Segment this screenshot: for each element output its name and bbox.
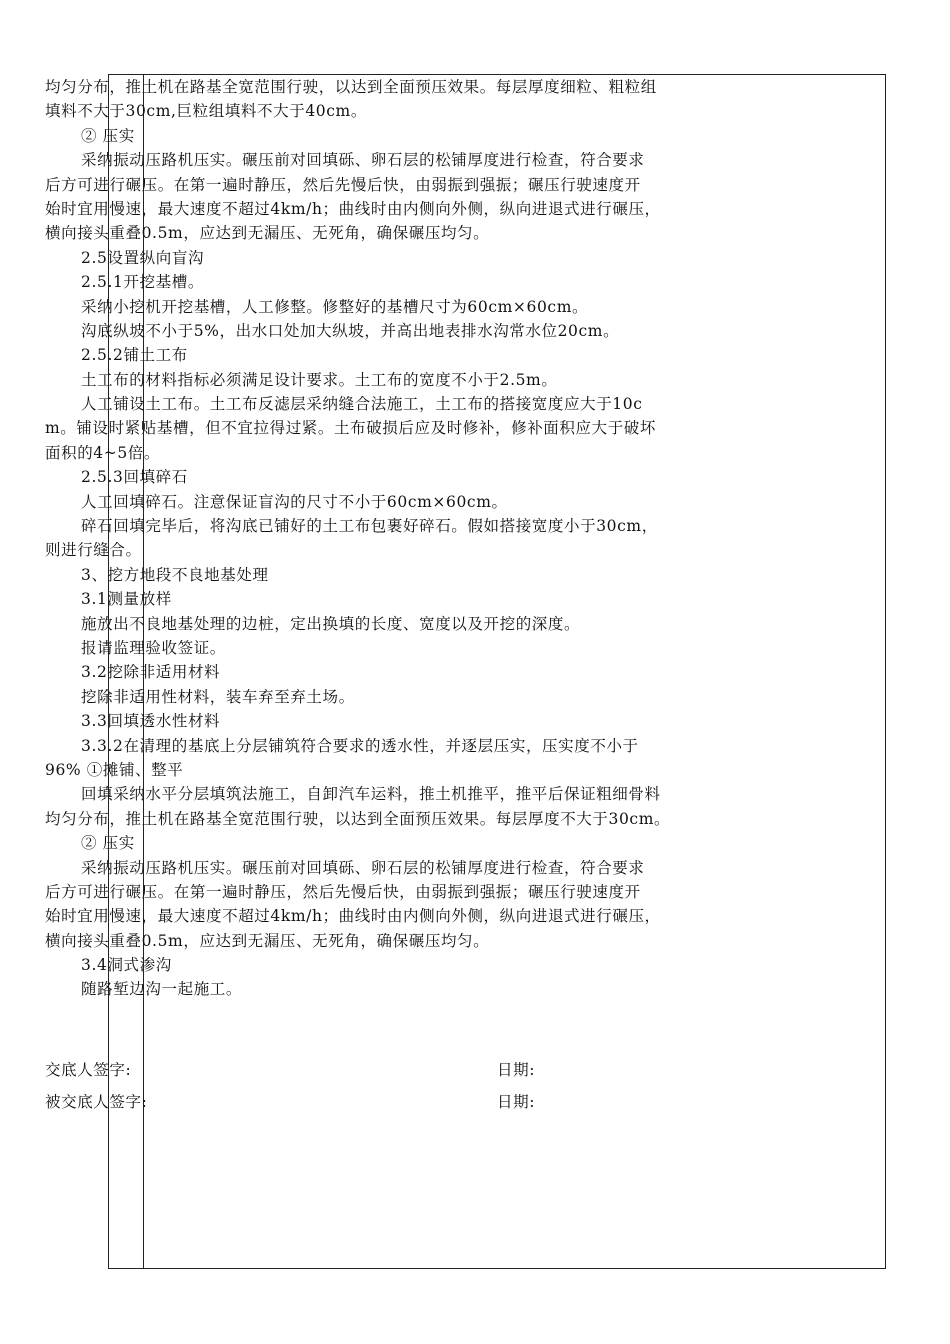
recipient-signature-row: [45, 1090, 769, 1114]
text-line: 3.2挖除非适用材料: [81, 663, 221, 682]
text-line: 施放出不良地基处理的边桩，定出换填的长度、宽度以及开挖的深度。: [81, 614, 581, 633]
text-line: 3.4洞式渗沟: [81, 956, 172, 975]
text-line: m。铺设时紧贴基槽，但不宜拉得过紧。土布破损后应及时修补，修补面积应大于破坏: [45, 419, 657, 438]
text-line: 始时宜用慢速，最大速度不超过4km/h；曲线时由内侧向外侧，纵向进退式进行碾压，: [45, 199, 661, 218]
text-line: 人工铺设土工布。土工布反滤层采纳缝合法施工，土工布的搭接宽度应大于10c: [81, 395, 643, 414]
text-line: 3.1测量放样: [81, 590, 172, 609]
text-line: 则进行缝合。: [45, 541, 142, 560]
discloser-signature-row: [45, 1058, 769, 1082]
text-line: 碎石回填完毕后，将沟底已铺好的土工布包裹好碎石。假如搭接宽度小于30cm，: [81, 517, 658, 536]
text-line: 填料不大于30cm,巨粒组填料不大于40cm。: [45, 102, 367, 121]
text-line: 3、挖方地段不良地基处理: [81, 565, 269, 584]
text-line: 土工布的材料指标必须满足设计要求。土工布的宽度不小于2.5m。: [81, 370, 558, 389]
body-text: [45, 75, 769, 1002]
text-line: 均匀分布，推土机在路基全宽范围行驶，以达到全面预压效果。每层厚度细粒、粗粒组: [45, 78, 657, 96]
text-line: 2.5.2铺土工布: [81, 346, 188, 365]
text-line: 采纳振动压路机压实。碾压前对回填砾、卵石层的松铺厚度进行检查，符合要求: [81, 858, 645, 877]
text-line: 3.3回填透水性材料: [81, 712, 221, 731]
text-line: 横向接头重叠0.5m，应达到无漏压、无死角，确保碾压均匀。: [45, 931, 490, 950]
text-line: ② 压实: [81, 126, 135, 145]
text-line: 均匀分布，推土机在路基全宽范围行驶，以达到全面预压效果。每层厚度不大于30cm。: [45, 809, 671, 828]
recipient-date-label: 日期:: [497, 1093, 536, 1111]
text-line: 回填采纳水平分层填筑法施工，自卸汽车运料，推土机推平，推平后保证粗细骨料: [81, 785, 661, 804]
recipient-signature-label: 被交底人签字:: [45, 1093, 148, 1111]
text-line: 后方可进行碾压。在第一遍时静压，然后先慢后快，由弱振到强振；碾压行驶速度开: [45, 175, 641, 194]
text-line: 2.5设置纵向盲沟: [81, 248, 205, 267]
text-line: 2.5.1开挖基槽。: [81, 273, 204, 292]
text-line: 采纳小挖机开挖基槽，人工修整。修整好的基槽尺寸为60cm×60cm。: [81, 297, 589, 316]
text-line: 96% ①摊铺、整平: [45, 760, 184, 779]
text-line: ② 压实: [81, 834, 135, 853]
discloser-date-label: 日期:: [497, 1061, 536, 1079]
text-line: 采纳振动压路机压实。碾压前对回填砾、卵石层的松铺厚度进行检查，符合要求: [81, 151, 645, 170]
text-line: 人工回填碎石。注意保证盲沟的尺寸不小于60cm×60cm。: [81, 492, 508, 511]
text-line: 2.5.3回填碎石: [81, 468, 188, 487]
text-line: 始时宜用慢速，最大速度不超过4km/h；曲线时由内侧向外侧，纵向进退式进行碾压，: [45, 907, 661, 926]
text-line: 横向接头重叠0.5m，应达到无漏压、无死角，确保碾压均匀。: [45, 224, 490, 243]
discloser-signature-label: 交底人签字:: [45, 1061, 132, 1079]
text-line: 挖除非适用性材料，装车弃至弃土场。: [81, 687, 355, 706]
text-line: 面积的4~5倍。: [45, 443, 161, 462]
text-line: 随路堑边沟一起施工。: [81, 980, 243, 999]
text-line: 报请监理验收签证。: [81, 638, 226, 657]
text-line: 沟底纵坡不小于5%，出水口处加大纵坡，并高出地表排水沟常水位20cm。: [81, 321, 620, 340]
text-line: 3.3.2在清理的基底上分层铺筑符合要求的透水性，并逐层压实，压实度不小于: [81, 736, 639, 755]
text-line: 后方可进行碾压。在第一遍时静压，然后先慢后快，由弱振到强振；碾压行驶速度开: [45, 882, 641, 901]
